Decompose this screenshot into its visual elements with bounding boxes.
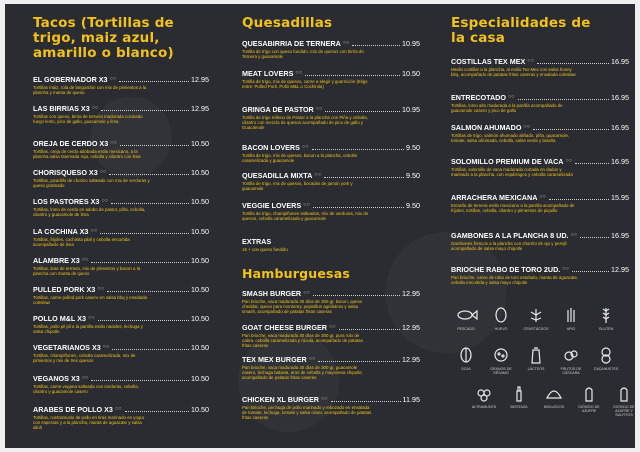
allergen-icons: ○○: [295, 70, 303, 76]
menu-item-name: SOLOMILLO PREMIUM DE VACA: [451, 157, 564, 166]
menu-item: [33, 74, 209, 95]
extras-desc: 1€ + con queso fundido: [242, 247, 288, 252]
dot-leader: [109, 174, 189, 175]
allergen-icons: ○○: [101, 198, 109, 204]
menu-item: [33, 103, 209, 124]
menu-item-description: Tortillas, picadillo de chorizo salteado con mix de verduras y queso gratinado: [33, 178, 150, 189]
section-title-tacos: Tacos (Tortillas de trigo, maiz azul, amarillo o blanco): [33, 15, 174, 61]
menu-item-name: SALMON AHUMADO: [451, 123, 522, 132]
menu-item: [451, 264, 629, 285]
menu-item-price: 11.95: [402, 395, 420, 404]
menu-item-name: VEGANOS X3: [33, 374, 80, 383]
nuts-icon: [559, 346, 583, 365]
dot-leader: [100, 233, 189, 234]
menu-item: [451, 156, 629, 177]
menu-item-description: Tortillas, tiras de ternera, mix de pimientos y bacon a la plancha con manta de queso: [33, 266, 141, 277]
allergen-item: [451, 306, 481, 331]
dot-leader: [112, 349, 189, 350]
dot-leader: [318, 361, 400, 362]
dot-leader: [107, 291, 189, 292]
menu-item-price: 16.95: [611, 157, 629, 166]
dot-leader: [518, 99, 609, 100]
dot-leader: [98, 320, 189, 321]
menu-item-description: Pan brioche, vaca madurada 30 días de 300 gr, guacamole casero, lechuga batavia, aros de cebolla y mayonesa chipotle, acompañado de patatas fritas caseras: [242, 365, 364, 381]
menu-item-row: [242, 170, 420, 180]
menu-item-description: Tortilla de trigo con queso fundido, mix de quesos con birria de Ternera y guacamole: [242, 49, 364, 60]
menu-item-row: [451, 192, 629, 202]
menu-item-name: POLLO M&L X3: [33, 314, 86, 323]
menu-item-price: 12.95: [402, 355, 420, 364]
allergen-label: DIÓXIDO DE AZUFRE Y SULFITOS: [613, 405, 635, 417]
allergen-item: [539, 384, 569, 409]
allergen-icons: ○○: [562, 266, 569, 272]
menu-item-row: [33, 226, 209, 236]
menu-item: [33, 284, 209, 305]
menu-item: [33, 404, 209, 431]
menu-item-price: 12.95: [191, 75, 209, 84]
dot-leader: [575, 163, 609, 164]
menu-item-description: Gambones frescos a la plancha con chorrito de ajo y perejil acompañado de salsa mayo chipotle: [451, 241, 567, 252]
menu-item-name: COSTILLAS TEX MEX: [451, 57, 526, 66]
menu-item-name: VEGGIE LOVERS: [242, 201, 302, 210]
section-title-quesadillas: Quesadillas: [242, 15, 333, 31]
allergen-icons: ○○: [87, 315, 95, 321]
menu-item-row: [451, 92, 629, 102]
menu-item-description: Pan brioche, vaca madurada 30 días de 300 gr, pura rulo de cabra, cebolla caramelizada y rúcula, acompañado de patatas fritas caseras: [242, 333, 363, 349]
allergen-icons: ○○: [102, 344, 110, 350]
menu-item-price: 16.95: [611, 231, 629, 240]
sulphite-icon: [577, 384, 601, 403]
dot-leader: [101, 110, 189, 111]
menu-item-description: Tortillas, lomo alto madurada a la parrilla acompañado de guacamole casero y pico de gallo: [451, 103, 563, 114]
menu-item-description: Pan brioche, vaca madurada 30 días de 300 gr, bacon, queso cheddar, queso para montorey, pepinillos agridulces y salsa smash, acompañado de patatas fritas caseras: [242, 299, 363, 315]
section-title-especialidades: Especialidades de la casa: [451, 15, 591, 46]
menu-item-description: Tortillas con queso, birria de ternera madurada cocinado fuego lento, pico de gallo, guacamole y lima: [33, 114, 143, 125]
allergen-label: PESCADO: [457, 327, 475, 331]
lupin-icon: [472, 384, 496, 403]
allergen-label: APIO: [566, 327, 576, 331]
menu-item-price: 10.50: [191, 405, 209, 414]
menu-item-name: PULLED PORK X3: [33, 285, 96, 294]
menu-item-name: QUESADILLA MIXTA: [242, 171, 313, 180]
menu-item: [242, 288, 420, 315]
dot-leader: [313, 207, 404, 208]
dot-leader: [91, 380, 189, 381]
menu-item-row: [451, 122, 629, 132]
wheat-icon: [594, 306, 618, 325]
menu-item-row: [242, 322, 420, 332]
dot-leader: [312, 149, 404, 150]
menu-item-price: 16.95: [611, 57, 629, 66]
menu-item: [242, 170, 420, 191]
menu-item-description: Tortilla de trigo, champiñones salteados, mix de verduras, mix de quesos, cebolla caramelizada y guacamole: [242, 211, 369, 222]
mollusc-icon: [542, 384, 566, 403]
menu-item: [451, 230, 629, 251]
menu-item-description: Tortillas maiz, rola de langostino con mix de pimientos a la plancha y manta de queso: [33, 85, 147, 96]
menu-item-name: LAS BIRRIAS X3: [33, 104, 90, 113]
dot-leader: [111, 203, 189, 204]
egg-icon: [489, 306, 513, 325]
dot-leader: [533, 129, 609, 130]
allergen-label: MOSTAZA: [510, 405, 528, 409]
menu-item-description: Tortillas de trigo, salmón ahumado aliñado, piña, guacamole, tomate, salsa ahúmada, cebolla, salsa verde y lasaña: [451, 133, 570, 144]
menu-item-row: [451, 230, 629, 240]
menu-item: [242, 104, 420, 131]
allergen-item: [609, 384, 635, 417]
menu-item-price: 10.50: [191, 374, 209, 383]
menu-item-description: Entraña de ternera estilo mexicano a la parrilla acompañado de frijoles, tortillas, cebolla, cilantro y pimientos de piquillo: [451, 203, 575, 214]
menu-item-description: Tortillas, champiñones, cebolla caramelizada, mix de pimientos y mix de tres quesos: [33, 353, 136, 364]
menu-item-name: EL GOBERNADOR X3: [33, 75, 108, 84]
allergen-icons: ○○: [565, 158, 573, 164]
menu-item: [451, 192, 629, 213]
dot-leader: [91, 262, 189, 263]
allergen-icons: ○○: [328, 324, 336, 330]
allergen-icons: ○○: [314, 172, 321, 178]
menu-item-name: BRIOCHE RABO DE TORO 2UD.: [451, 265, 561, 274]
menu-item: [242, 354, 420, 381]
menu-item-row: [33, 373, 209, 383]
allergen-icons: ○○: [523, 124, 531, 130]
menu-item-description: Tortillas, lomo de cerdo en adobo de pastor, piña, cebolla, cilantro y guacamole de lima: [33, 207, 146, 218]
menu-item: [242, 322, 420, 349]
menu-item-name: GRINGA DE PASTOR: [242, 105, 314, 114]
extras-block: [242, 237, 420, 252]
menu-item-name: CHICKEN XL BURGER: [242, 395, 319, 404]
allergen-item: [504, 384, 534, 409]
allergen-item: [469, 384, 499, 409]
allergen-icons: ○○: [110, 140, 117, 146]
menu-item-name: BACON LOVERS: [242, 143, 300, 152]
menu-item: [33, 226, 209, 247]
menu-item-price: 15.95: [611, 193, 629, 202]
menu-item-description: Tortillas, contramuslo de pollo en tiras marinado en yogur con especias y a la plancha, manta de aguacate y salsa alioli: [33, 415, 145, 431]
menu-item-description: Pan Brioche, pechuga de pollo marinado y rebozado en ensalada de tomate, lechuga, tomate y salsa césar, acompañado de patatas fritas caseras: [242, 405, 372, 421]
allergen-label: FRUTOS DE CÁSCARA: [560, 367, 582, 375]
menu-item-price: 16.95: [611, 123, 629, 132]
menu-item: [242, 394, 420, 421]
allergen-icons: ○○: [97, 286, 104, 292]
milk-icon: [524, 346, 548, 365]
menu-item-description: Tortillas, frijoles, cochinita pibil y cebolla encurtida acompañado de lima: [33, 237, 130, 248]
menu-item-row: [451, 156, 629, 166]
allergen-label: SOJA: [461, 367, 471, 371]
menu-item-price: 10.50: [191, 227, 209, 236]
allergen-item: [556, 346, 586, 375]
menu-item-description: Pan brioche, carne de rabo de toro estofado, manta de aguacate, cebolla encurtida y salsa mayo chipotle: [451, 275, 579, 286]
celery-icon: [559, 306, 583, 325]
allergen-item: [486, 346, 516, 375]
menu-item-price: 10.50: [191, 168, 209, 177]
menu-item-name: LOS PASTORES X3: [33, 197, 100, 206]
menu-page: [5, 4, 635, 448]
menu-item-description: Tortilla de trigo, mix de quesos, bocados de jamón york y guacamole: [242, 181, 353, 192]
menu-item: [242, 68, 420, 89]
menu-item: [242, 38, 420, 59]
allergen-icons: ○○: [570, 232, 578, 238]
menu-item-price: 10.50: [191, 343, 209, 352]
menu-item-price: 10.50: [191, 285, 209, 294]
menu-item-row: [242, 288, 420, 298]
menu-item-description: Tortillas, pollo pil pil a la parrilla estilo naoides, lechuga y salsa chipotle: [33, 324, 143, 335]
menu-item: [242, 142, 420, 163]
menu-item: [451, 92, 629, 113]
allergen-icons: ○○: [320, 396, 328, 402]
allergen-icons: ○○: [91, 105, 99, 111]
dot-leader: [125, 411, 189, 412]
menu-item-row: [242, 354, 420, 364]
menu-item-price: 9.50: [406, 201, 420, 210]
allergen-item: [521, 346, 551, 371]
menu-item: [33, 196, 209, 217]
allergen-icons: ○○: [303, 202, 310, 208]
menu-item-description: Tortillas, oreja de cerdo adobada estilo mexicano, a la plancha salsa tatemada roja, cebolla y cilantro con lima: [33, 149, 141, 160]
menu-item-description: Tortillas, solomillo de vaca madurada cortada en dados y marinado a la plancha, con espárragos y cebolla caramelizada: [451, 167, 573, 178]
menu-item-name: ARRACHERA MEXICANA: [451, 193, 538, 202]
allergen-item: [486, 306, 516, 331]
menu-item-name: ARABES DE POLLO X3: [33, 405, 113, 414]
peanut-icon: [594, 346, 618, 365]
menu-item-price: 12.95: [191, 104, 209, 113]
menu-item-row: [33, 284, 209, 294]
menu-item-row: [33, 342, 209, 352]
allergen-label: ALTRAMUCES: [471, 405, 497, 409]
menu-item-price: 12.95: [611, 265, 629, 274]
dot-leader: [313, 295, 400, 296]
menu-item-name: MEAT LOVERS: [242, 69, 294, 78]
menu-item-name: ALAMBRE X3: [33, 256, 80, 265]
menu-item-row: [33, 74, 209, 84]
dot-leader: [339, 329, 400, 330]
menu-item: [33, 342, 209, 363]
menu-item-row: [242, 104, 420, 114]
allergen-label: GLUTEN: [598, 327, 614, 331]
menu-item-row: [33, 404, 209, 414]
dot-leader: [537, 63, 609, 64]
menu-item: [33, 138, 209, 159]
menu-item-row: [242, 200, 420, 210]
menu-item-row: [33, 313, 209, 323]
menu-item-row: [33, 167, 209, 177]
menu-item-price: 10.95: [402, 105, 420, 114]
menu-item-name: GAMBONES A LA PLANCHA 8 UD.: [451, 231, 569, 240]
allergen-icons: ○○: [303, 290, 310, 296]
menu-item-price: 10.50: [191, 197, 209, 206]
dot-leader: [119, 81, 189, 82]
menu-item-row: [242, 68, 420, 78]
menu-item-row: [242, 394, 420, 404]
menu-item-description: Tortilla de trigo, mix de quesos, carne a elegir y guarnición (Elige entre: Pulled Pork, Pollo M&L o Cochinita): [242, 79, 368, 90]
dot-leader: [572, 271, 609, 272]
menu-item-price: 16.95: [611, 93, 629, 102]
menu-item-price: 10.50: [191, 314, 209, 323]
allergen-icons: ○○: [507, 94, 515, 100]
allergen-item: [451, 346, 481, 371]
menu-item: [451, 56, 629, 77]
menu-item-name: CHORISQUESO X3: [33, 168, 98, 177]
allergen-icons: ○○: [99, 169, 107, 175]
menu-item-row: [33, 255, 209, 265]
extras-title: EXTRAS: [242, 237, 272, 246]
allergen-label: DIÓXIDO DE AZUFRE: [578, 405, 600, 413]
soy-icon: [454, 346, 478, 365]
menu-item: [33, 167, 209, 188]
menu-item-price: 10.50: [191, 256, 209, 265]
menu-item-description: Tortillas, carne pulled pork casero en salsa bbq y ensalada coleslaw: [33, 295, 147, 306]
menu-item-row: [33, 196, 209, 206]
menu-item-name: VEGETARIANOS X3: [33, 343, 101, 352]
sesame-icon: [489, 346, 513, 365]
allergen-item: [574, 384, 604, 413]
menu-item-row: [451, 264, 629, 274]
dot-leader: [324, 177, 404, 178]
allergen-item: [591, 346, 621, 371]
menu-item-name: QUESABIRRIA DE TERNERA: [242, 39, 341, 48]
fish-icon: [454, 306, 478, 325]
menu-item-description: Medio costillar a la plancha, al estilo Tex Mex con salsa honey bbq, acompañado de patatas fritas caseras y ensalada coleslaw: [451, 67, 576, 78]
dot-leader: [549, 199, 609, 200]
menu-item-price: 9.50: [406, 171, 420, 180]
allergen-item: [521, 306, 551, 331]
allergen-icons: ○○: [81, 257, 89, 263]
allergen-label: LÁCTEOS: [527, 367, 545, 371]
allergen-icons: ○○: [308, 356, 316, 362]
menu-item-description: Tortilla de trigo, mix de quesos, bacon a la plancha, cebolla caramelizada y guacamole: [242, 153, 357, 164]
menu-item-name: GOAT CHEESE BURGER: [242, 323, 327, 332]
menu-item-name: OREJA DE CERDO X3: [33, 139, 109, 148]
section-title-hamburguesas: Hamburguesas: [242, 266, 350, 281]
allergen-icons: ○○: [315, 106, 323, 112]
menu-item-description: Tortillas, carne vegana salteada con verduras, cebolla, cilantro y guacamole casero: [33, 384, 139, 395]
menu-item-price: 9.50: [406, 143, 420, 152]
allergen-label: CRUSTÁCEOS: [523, 327, 549, 331]
menu-item: [33, 373, 209, 394]
menu-item-row: [451, 56, 629, 66]
allergen-item: [556, 306, 586, 331]
allergen-icons: ○○: [539, 194, 547, 200]
dot-leader: [325, 111, 400, 112]
allergen-label: HUEVO: [494, 327, 508, 331]
menu-item-price: 10.50: [191, 139, 209, 148]
allergen-icons: ○○: [90, 228, 98, 234]
dot-leader: [352, 45, 400, 46]
menu-item: [33, 313, 209, 334]
menu-item-name: ENTRECOTADO: [451, 93, 506, 102]
allergen-label: CACAHUETES: [593, 367, 619, 371]
menu-item: [451, 122, 629, 143]
crustacean-icon: [524, 306, 548, 325]
menu-item-description: Tortilla de trigo relleno de Pastor a la plancha con Piña y cebolla, cilantro con mezcla de quesos acompañado de pico de gallo y Guacamole: [242, 115, 368, 131]
menu-item-row: [242, 38, 420, 48]
allergen-label: GRANOS DE SÉSAMO: [490, 367, 512, 375]
allergen-icons: ○○: [81, 375, 89, 381]
dot-leader: [580, 237, 609, 238]
menu-item-row: [33, 138, 209, 148]
allergen-icons: ○○: [109, 76, 117, 82]
allergen-icons: ○○: [114, 406, 122, 412]
menu-item-price: 10.95: [402, 39, 420, 48]
menu-item-name: TEX MEX BURGER: [242, 355, 307, 364]
menu-item-row: [33, 103, 209, 113]
menu-item: [242, 200, 420, 221]
menu-item-name: LA COCHINA X3: [33, 227, 89, 236]
menu-item-price: 12.95: [402, 323, 420, 332]
menu-item-price: 12.95: [402, 289, 420, 298]
dot-leader: [305, 75, 400, 76]
mustard-icon: [507, 384, 531, 403]
sulphite-icon: [612, 384, 635, 403]
dot-leader: [331, 401, 401, 402]
menu-item-row: [242, 142, 420, 152]
allergen-item: [591, 306, 621, 331]
allergen-icons: ○○: [527, 58, 534, 64]
menu-item-price: 10.50: [402, 69, 420, 78]
allergen-icons: ○○: [342, 40, 350, 46]
allergen-icons: ○○: [301, 144, 309, 150]
allergen-label: MOLUSCOS: [543, 405, 565, 409]
menu-item-name: SMASH BURGER: [242, 289, 302, 298]
dot-leader: [120, 145, 189, 146]
menu-item: [33, 255, 209, 276]
